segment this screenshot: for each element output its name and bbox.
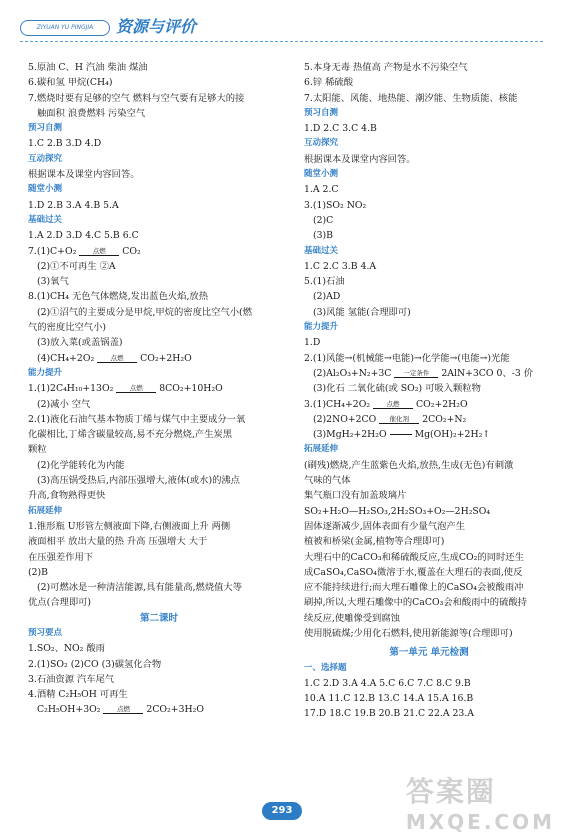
equation-lhs: (2)Al₂O₃+N₂+3C (313, 367, 392, 379)
text-line: (2)可燃冰是一种清洁能源,具有能量高,燃烧值大等 (37, 582, 243, 594)
text-line: 化碳相比,丁烯含碳量较高,易不充分燃烧,产生炭黑 (28, 429, 233, 441)
equals-sign (390, 434, 412, 435)
reaction-arrow (116, 384, 156, 393)
text-line: 3.石油资源 汽车尾气 (28, 673, 115, 685)
section-heading: 随堂小测 (28, 184, 63, 195)
text-line: 成CaSO₄,CaSO₄微溶于水,覆盖在大理石的表面,使反 (304, 566, 523, 578)
reaction-arrow (97, 354, 137, 363)
watermark-url: MXQE.COM (405, 810, 555, 834)
text-line: 1.D (304, 337, 321, 349)
equation-line (304, 397, 554, 412)
lesson-title: 第二课时 (139, 612, 178, 624)
text-line: 优点(合理即可) (28, 597, 92, 609)
reaction-arrow (379, 415, 419, 424)
section-heading: 预习要点 (28, 627, 63, 638)
equation-rhs: Mg(OH)₂+2H₂↑ (414, 429, 491, 441)
text-line: 1.D 2.C 3.C 4.B (304, 123, 377, 135)
page-number: 293 (262, 802, 302, 820)
text-line: (3)氧气 (37, 276, 69, 288)
left-column (28, 60, 290, 718)
text-line: 2.(1)SO₂ (2)CO (3)碳氢化合物 (28, 658, 162, 670)
text-line: 3.(1)SO₂ NO₂ (304, 199, 367, 211)
text-line: 5.(1)石油 (304, 276, 345, 288)
equation-rhs: 2CO₂+3H₂O (146, 704, 204, 716)
text-line: (2)化学能转化为内能 (37, 459, 125, 471)
text-line: 17.D 18.C 19.B 20.B 21.C 22.A 23.A (304, 708, 474, 720)
equation-rhs: 2AlN+3CO 0、-3 价 (441, 367, 533, 379)
text-line: 6.锌 稀硫酸 (304, 77, 354, 89)
unit-title: 第一单元 单元检测 (389, 647, 469, 659)
text-line: (刷残)燃烧,产生蓝紫色火焰,放热,生成(无色)有刺激 (304, 459, 514, 471)
text-line: 5.原油 C、H 汽油 柴油 煤油 (28, 62, 148, 73)
text-line: (3)高压锅受热后,内部压强增大,液体(或水)的沸点 (37, 475, 240, 487)
section-heading: 一、选择题 (304, 662, 347, 673)
equation-lhs: (2)2NO+2CO (313, 413, 377, 425)
section-heading: 拓展延伸 (304, 444, 339, 455)
text-line: (2)①不可再生 ②A (37, 260, 116, 272)
text-line: 使用脱硫煤;少用化石燃料,使用新能源等(合理即可) (304, 627, 513, 639)
reaction-condition: 一定条件 (403, 368, 430, 377)
header-pill: ZIYUAN YU PINGJIA (20, 20, 110, 36)
equation-line (28, 244, 290, 259)
reaction-condition: 点燃 (116, 705, 130, 714)
text-line: 5.本身无毒 热值高 产物是水不污染空气 (304, 62, 468, 73)
text-line: 1.C 2.B 3.D 4.D (28, 138, 102, 150)
header-divider (20, 41, 543, 42)
text-line: 1.D 2.B 3.A 4.B 5.A (28, 199, 119, 211)
reaction-arrow (103, 705, 143, 714)
equation-lhs: (4)CH₄+2O₂ (37, 352, 95, 364)
text-line: 颗粒 (28, 444, 47, 456)
text-line: 气的密度比空气小) (28, 322, 107, 334)
equation-line (28, 702, 290, 717)
text-line: 液面相平 放出大量的热 升高 压强增大 大于 (28, 536, 208, 548)
text-line: 应不能持续进行;而大理石雕像上的CaSO₄会被酸雨冲 (304, 582, 524, 594)
text-line: 1.C 2.C 3.B 4.A (304, 260, 377, 272)
text-line: (2)B (28, 566, 49, 578)
text-line: 在压强差作用下 (28, 551, 94, 563)
text-line: 1.锥形瓶 U形管左侧液面下降,右侧液面上升 两侧 (28, 520, 231, 532)
text-line: 刷掉,所以,大理石雕像中的CaCO₃会和酸雨中的硫酸持 (304, 597, 527, 609)
equation-lhs: C₂H₅OH+3O₂ (37, 704, 101, 716)
reaction-condition: 点燃 (129, 384, 143, 393)
equation-rhs: 2CO₂+N₂ (422, 413, 467, 425)
text-line: 2.(1)液化石油气基本物质丁烯与煤气中主要成分一氧 (28, 413, 246, 425)
text-line: 植被和桥梁(金属,植物等合理即可) (304, 536, 445, 548)
text-line: 7.太阳能、风能、地热能、潮汐能、生物质能、核能 (304, 92, 518, 104)
text-line: (2)C (313, 214, 334, 226)
equation-lhs: 7.(1)C+O₂ (28, 245, 77, 257)
equation-line (304, 366, 554, 381)
equation-lhs: 3.(1)CH₄+2O₂ (304, 398, 371, 410)
text-line: (2)①沼气的主要成分是甲烷,甲烷的密度比空气小(燃 (37, 306, 252, 318)
text-line: 大理石中的CaCO₃和稀硫酸反应,生成CO₂的同时还生 (304, 551, 524, 563)
equation-rhs: CO₂ (122, 245, 141, 257)
reaction-condition: 点燃 (110, 353, 124, 362)
text-line: 触面积 浪费燃料 污染空气 (37, 107, 146, 119)
right-column (304, 60, 554, 722)
section-heading: 基础过关 (304, 245, 339, 256)
section-heading: 互动探究 (304, 138, 339, 149)
equation-line (304, 427, 554, 442)
reaction-arrow (394, 369, 438, 378)
section-heading: 预习自测 (28, 123, 63, 134)
page-header (20, 14, 543, 44)
equation-rhs: 8CO₂+10H₂O (159, 383, 223, 395)
reaction-condition: 点燃 (386, 399, 400, 408)
equation-rhs: CO₂+2H₂O (140, 352, 192, 364)
watermark-text: 答案圈 (405, 775, 496, 808)
equation-lhs: (3)MgH₂+2H₂O (313, 429, 387, 441)
section-heading: 拓展延伸 (28, 505, 63, 516)
section-heading: 互动探究 (28, 153, 63, 164)
section-heading: 随堂小测 (304, 169, 339, 180)
text-line: 续反应,使雕像受到腐蚀 (304, 612, 400, 624)
text-line: 6.碳和氢 甲烷(CH₄) (28, 77, 113, 89)
text-line: 集气瓶口没有加盖玻璃片 (304, 490, 407, 502)
text-line: 8.(1)CH₄ 无色气体燃烧,发出蓝色火焰,放热 (28, 291, 209, 303)
text-line: SO₂+H₂O—H₂SO₃,2H₂SO₃+O₂—2H₂SO₄ (304, 505, 491, 517)
watermark (406, 770, 555, 834)
text-line: 根据课本及课堂内容回答。 (28, 169, 140, 181)
text-line: (3)B (313, 230, 334, 242)
text-line: 气味的气体 (304, 475, 351, 487)
reaction-arrow (373, 400, 413, 409)
text-line: 1.C 2.D 3.A 4.A 5.C 6.C 7.C 8.C 9.B (304, 677, 471, 689)
equation-lhs: 1.(1)2C₄H₁₀+13O₂ (28, 383, 114, 395)
text-line: 根据课本及课堂内容回答。 (304, 153, 416, 165)
text-line: 1.SO₂、NO₂ 酸雨 (28, 643, 105, 655)
section-heading: 基础过关 (28, 214, 63, 225)
text-line: (3)风能 氢能(合理即可) (313, 306, 411, 318)
reaction-arrow (79, 247, 119, 256)
text-line: (3)化石 二氧化硫(或 SO₂) 可吸入颗粒物 (313, 383, 481, 395)
section-heading: 能力提升 (304, 322, 339, 333)
text-line: 2.(1)风能→(机械能→电能)→化学能→(电能→)光能 (304, 352, 510, 364)
text-line: 升高,食物熟得更快 (28, 490, 106, 502)
reaction-condition: 催化剂 (389, 414, 409, 423)
reaction-condition: 点燃 (92, 246, 106, 255)
text-line: 10.A 11.C 12.B 13.C 14.A 15.A 16.B (304, 693, 474, 705)
text-line: 1.A 2.C (304, 184, 339, 196)
text-line: 1.A 2.D 3.D 4.C 5.B 6.C (28, 230, 139, 242)
text-line: (2)减小 空气 (37, 398, 91, 410)
section-heading: 能力提升 (28, 367, 63, 378)
text-line: 7.燃烧时要有足够的空气 燃料与空气要有足够大的接 (28, 92, 245, 104)
text-line: 固体逐渐减少,固体表面有少量气泡产生 (304, 520, 466, 532)
text-line: 4.酒精 C₂H₅OH 可再生 (28, 689, 128, 701)
header-title: 资源与评价 (116, 17, 197, 36)
text-line: (3)放入菜(或盖锅盖) (37, 337, 123, 349)
equation-rhs: CO₂+2H₂O (415, 398, 468, 410)
section-heading: 预习自测 (304, 107, 339, 118)
equation-line (304, 412, 554, 427)
text-line: (2)AD (313, 291, 341, 303)
equation-line (28, 351, 290, 366)
equation-line (28, 381, 290, 396)
